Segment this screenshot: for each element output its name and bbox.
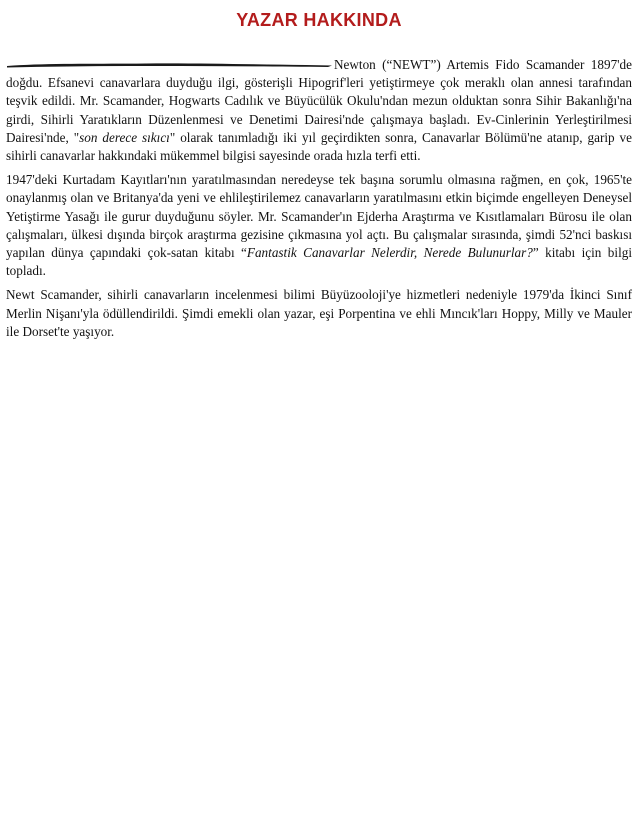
paragraph-1 <box>6 56 632 165</box>
paragraph-3-text: Newt Scamander, sihirli canavarların incelenmesi bilimi Büyüzooloji'ye hizmetleri nedeniyle 1979'da İkinci Sınıf Merlin Nişanı'yla ödüllendirildi. Şimdi emekli olan yazar, eşi Porpentina ve ehli Mıncık'ları Hoppy, Milly ve Mauler ile Dorset'te yaşıyor. <box>6 287 632 339</box>
paragraph-2 <box>6 171 632 280</box>
document-page <box>6 0 632 341</box>
page-title: YAZAR HAKKINDA <box>236 10 402 30</box>
paragraph-3 <box>6 286 632 341</box>
book-title: Fantastik Canavarlar Nelerdir, Nerede Bulunurlar? <box>246 245 533 261</box>
paragraph-1-text-end: " olarak tanımladığı iki yıl geçirdikten sonra, Canavarlar Bölümü'ne atanıp, garip ve sihirli canavarlar hakkındaki mükemmel bilgisi sayesinde orada hızla terfi etti. <box>6 129 632 164</box>
paragraph-2-text-end: ” kitabı için bilgi topladı. <box>6 245 632 279</box>
brush-stroke-rule <box>6 60 334 70</box>
paragraph-1-italic-quote: son derece sıkıcı <box>79 129 170 145</box>
decorative-rule <box>6 56 334 74</box>
paragraph-1-text: Newton (“NEWT”) Artemis Fido Scamander 1897'de doğdu. Efsanevi canavarlara duyduğu ilgi, gösterişli Hipogrif'leri yetiştirmeye çok meraklı olan annesi tarafından teşvik edildi. Mr. Scamander, Hogwarts Cadılık ve Büyücülük Okulu'ndan mezun olduktan sonra Sihir Bakanlığı'na girdi, Sihirli Yaratıkların Düzenlenmesi ve Denetimi Dairesi'nde çalışmaya başladı. Ev-Cinlerinin Yerleştirilmesi Dairesi'nde, " <box>6 57 632 145</box>
paragraph-2-text: 1947'deki Kurtadam Kayıtları'nın yaratılmasından neredeyse tek başına sorumlu olmasına rağmen, en çok, 1965'te onaylanmış olan ve Britanya'da yeni ve ehlileştirilemez canavarların yaratılmasını etkin biçimde engelleyen Deneysel Yetiştirme Yasağı ile gurur duyduğunu söyler. Mr. Scamander'ın Ejderha Araştırma ve Kısıtlamaları Bürosu ile olan çalışmaları, ülkesi dışında birçok araştırma gezisine çıkmasına yol açtı. Bu çalışmalar sırasında, şimdi 52'nci baskısı yapılan dünya çapındaki çok-satan kitabı “ <box>6 172 632 261</box>
